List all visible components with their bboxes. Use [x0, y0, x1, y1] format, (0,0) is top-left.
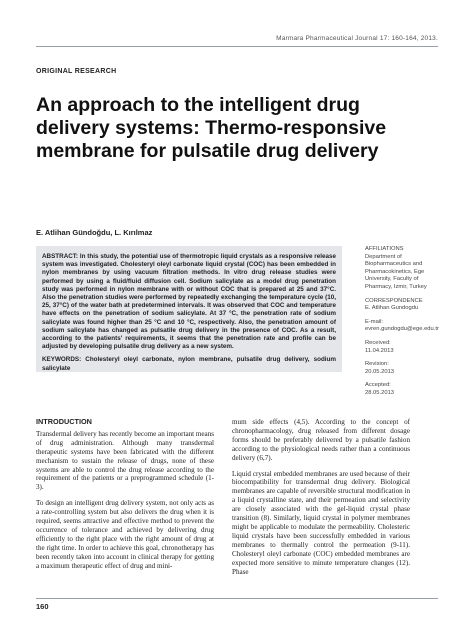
correspondence-block	[365, 298, 445, 313]
abstract-text: ABSTRACT: In this study, the potential use of thermotropic liquid crystals as a responsive release system was investigated. Cholesteryl oleyl carbonate liquid crystal (COC) has been embedded in nylon membranes by using vacuum filtration methods. In vitro drug release studies were performed by using a fluid/fluid diffusion cell. Sodium salicylate as a model drug penetration study was performed in nylon membrane with or without COC that is prepared at 25 and 37°C. Also the penetration studies were performed by repeatedly exchanging the temperature cycle (10, 25, 37°C) of the water bath at predetermined intervals. It was observed that COC and temperature have effects on the penetration of sodium salicylate. At 37 °C, the penetration rate of sodium salicylate was found higher than 25 °C and 10 °C, respectively. Also, the penetration amount of sodium salicylate has changed as pulsatile drug delivery in the presence of COC. As a result, according to the patients' requirements, it seems that the penetration rate and profile can be adjusted by developing pulsatile drug delivery as a new system.	[42, 253, 336, 351]
body-column-right	[232, 418, 410, 583]
section-label: ORIGINAL RESEARCH	[36, 68, 117, 75]
accepted-date: 28.05.2013	[365, 389, 395, 396]
header-rule	[36, 46, 438, 47]
received-label: Received:	[365, 339, 391, 346]
revision-label: Revision:	[365, 361, 389, 368]
revision-block	[365, 361, 445, 376]
accepted-block	[365, 382, 445, 397]
email-label: E-mail:	[365, 318, 384, 325]
affiliations-label: AFFILIATIONS	[365, 246, 404, 252]
body-column-left	[36, 418, 214, 578]
journal-citation: Marmara Pharmaceutical Journal 17: 160-164, 2013.	[276, 35, 438, 42]
paragraph: To design an intelligent drug delivery system, not only acts as a rate-controlling system but also delivers the drug when it is required, seems attractive and effective method to prevent the occurrence of tolerance and achieved by delivering drug efficiently to the right place with the right amount of drug at the right time. In order to achieve this goal, chronotherapy has been recently taken into account in clinical therapy for getting a maximum therapeutic effect of drug and mini-	[36, 499, 214, 570]
page-number: 160	[36, 602, 49, 611]
paragraph: Transdermal delivery has recently become an important means of drug administration. Although many transdermal therapeutic systems have been fabricated with the different mechanism to sustain the release of drugs, none of these systems are able to control the drug release according to the requirement of the patients or a preprogrammed schedule (1-3).	[36, 429, 215, 492]
received-block	[365, 340, 445, 355]
article-title: An approach to the intelligent drug delivery systems: Thermo-responsive membrane for pulsatile drug delivery	[36, 94, 387, 162]
affiliations-block	[365, 246, 445, 292]
page-header	[0, 0, 474, 50]
correspondence-label: CORRESPONDENCE	[365, 297, 423, 304]
correspondence-name: E. Atlihan Gundogdu	[365, 305, 419, 312]
revision-date: 20.05.2013	[365, 368, 395, 375]
introduction-heading: INTRODUCTION	[36, 417, 92, 426]
email-block	[365, 319, 445, 334]
abstract-box	[36, 246, 342, 372]
paragraph: Liquid crystal embedded membranes are used because of their biocompatibility for transdermal drug delivery. Biological membranes are capable of reversible structural modification in a liquid crystalline state, and their permeation and selectivity are closely associated with the gel-liquid crystal phase transition (8). Similarly, liquid crystal in polymer membranes might be applicable to modulate the permeability. Cholesteric liquid crystals have been successfully embedded in various membranes to thermally control the permeation (9-11). Cholesteryl oleyl carbonate (COC) embedded membranes are expected more sensitive to minute temperature changes (12). Phase	[232, 469, 410, 576]
email-address[interactable]: evren.gundogdu@ege.edu.tr	[365, 326, 439, 333]
article-info-sidebar	[365, 246, 445, 404]
footer-rule	[36, 598, 438, 599]
received-date: 11.04.2013	[365, 347, 394, 354]
author-list: E. Atlihan Gündoğdu, L. Kırılmaz	[36, 228, 153, 237]
keywords-text: KEYWORDS: Cholesteryl oleyl carbonate, nylon membrane, pulsatile drug delivery, sodium salicylate	[42, 356, 336, 372]
affiliations-text: Department of Biopharmaceutics and Pharmacokinetics, Ege University, Faculty of Pharmacy, Izmir, Turkey	[365, 253, 427, 290]
paragraph: mum side effects (4,5). According to the concept of chronopharmacology, drug released from different dosage forms should be preferably delivered by a pulsatile fashion according to the physiological needs rather than a continuous delivery (6,7).	[232, 418, 410, 462]
accepted-label: Accepted:	[365, 382, 391, 389]
